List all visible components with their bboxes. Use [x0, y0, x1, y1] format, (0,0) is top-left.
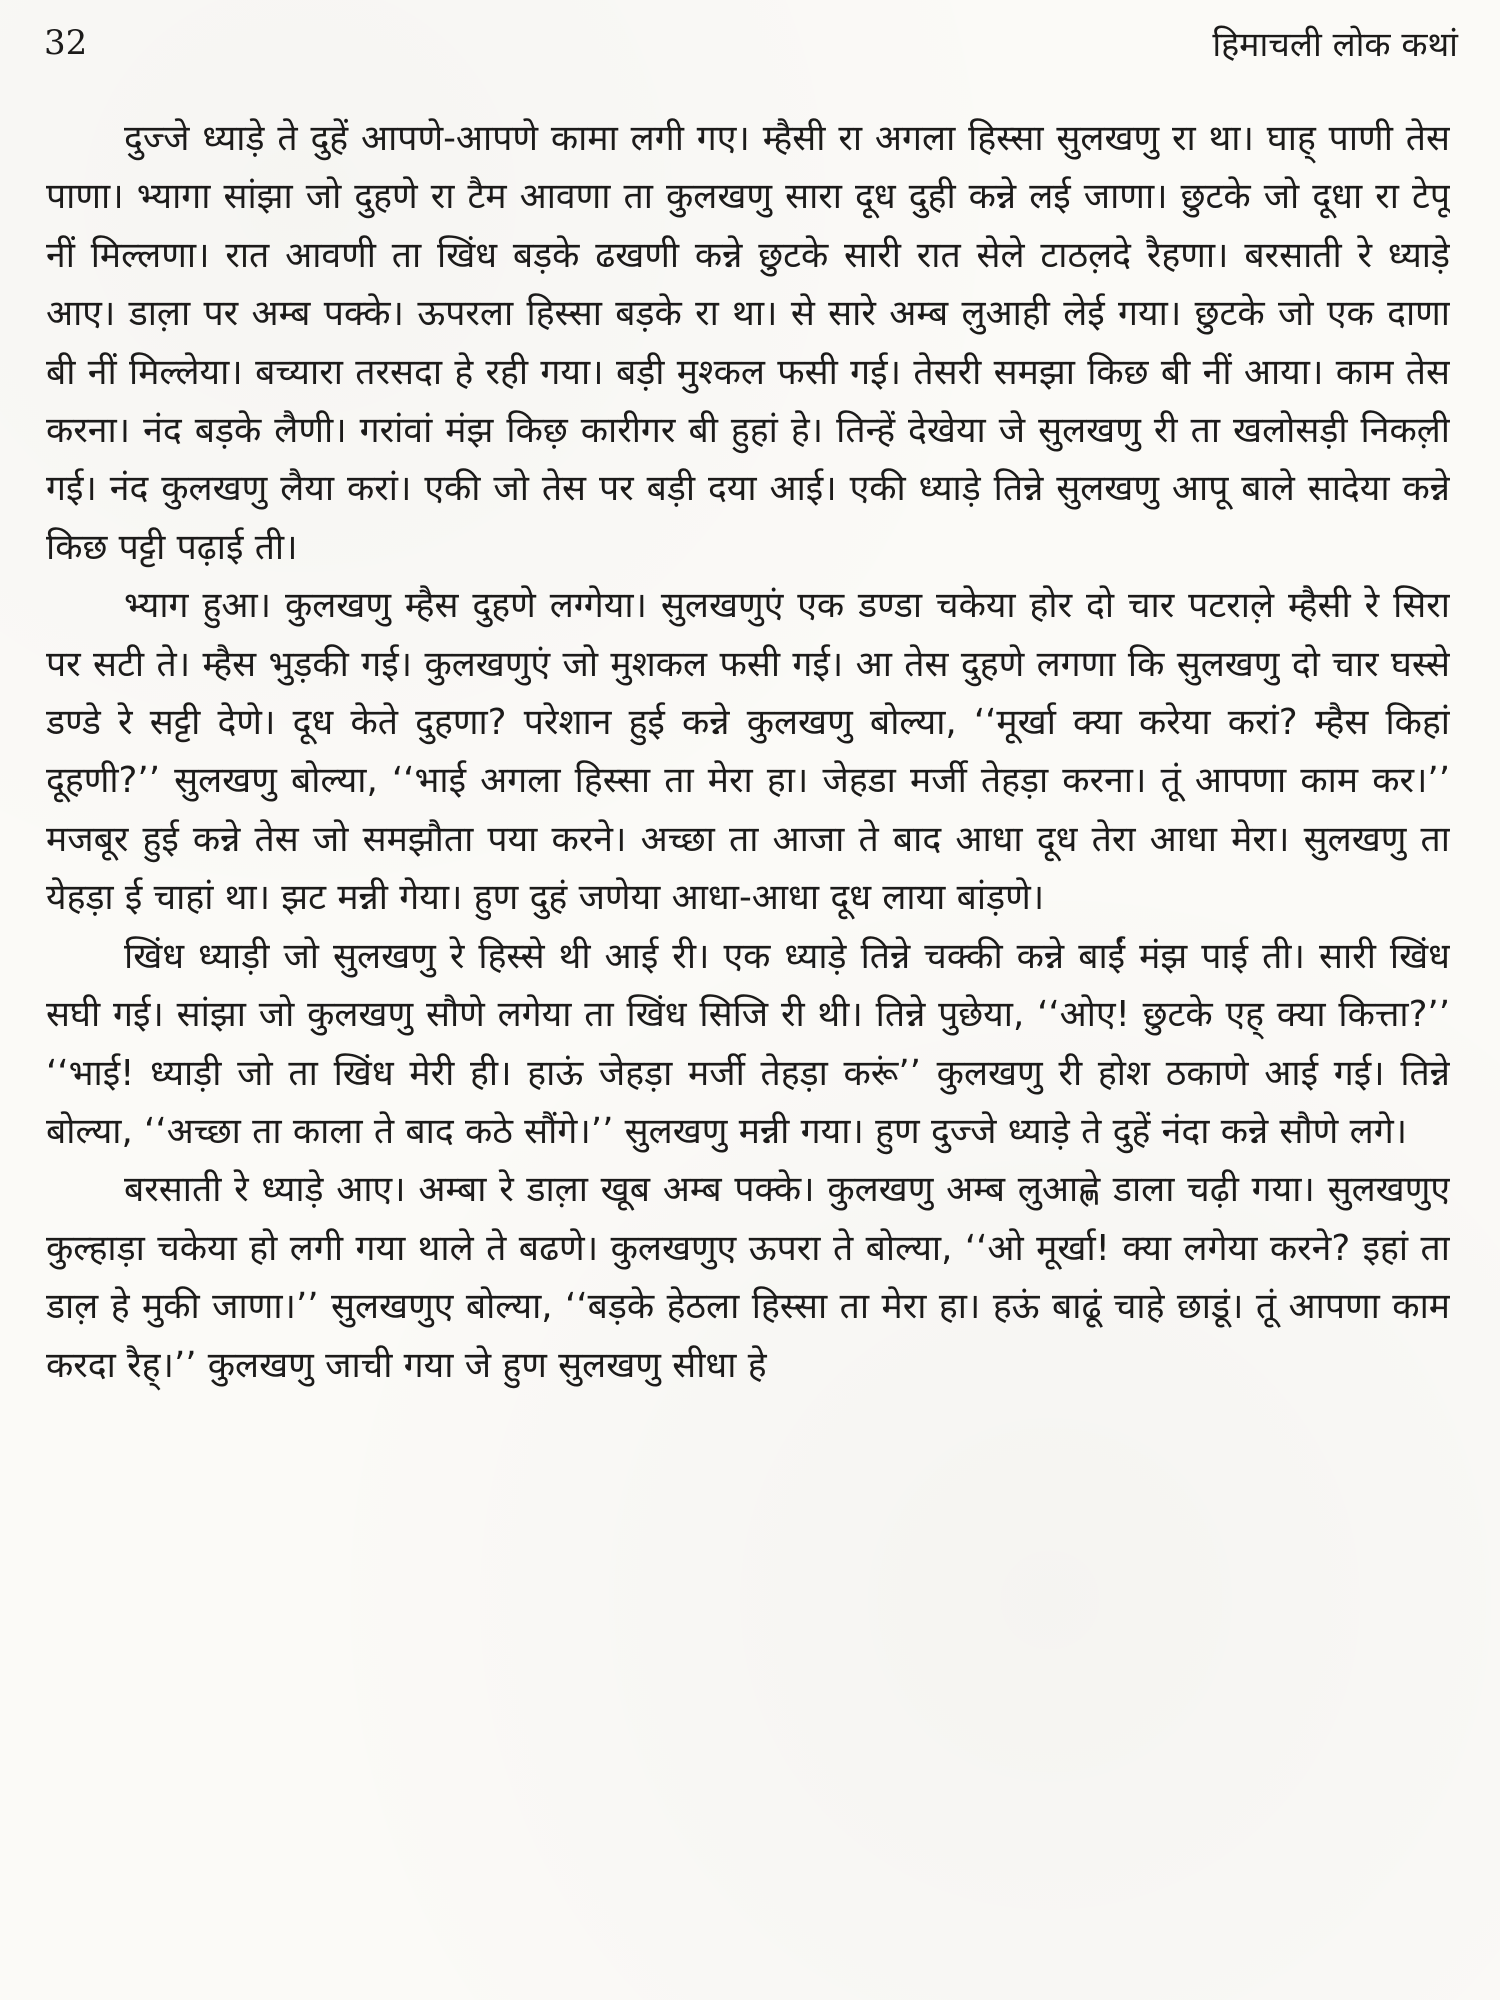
- page-header: [44, 22, 1458, 78]
- paragraph: बरसाती रे ध्याड़े आए। अम्बा रे डाल़ा खूब अम्ब पक्के। कुलखणु अम्ब लुआह्णे डाला चढ़ी गया। सुलखणुए कुल्हाड़ा चकेया हो लगी गया थाले ते बढणे। कुलखणुए ऊपरा ते बोल्या, ‘‘ओ मूर्खा! क्या लगेया करने? इहां ता डाल़ हे मुकी जाणा।’’ सुलखणुए बोल्या, ‘‘बड़के हेठला हिस्सा ता मेरा हा। हऊं बाढूं चाहे छाडूं। तूं आपणा काम करदा रैह्।’’ कुलखणु जाची गया जे हुण सुलखणु सीधा हे: [46, 1169, 1450, 1386]
- paragraph: भ्याग हुआ। कुलखणु म्हैस दुहणे लग्गेया। सुलखणुएं एक डण्डा चकेया होर दो चार पटराल़े म्हैसी रे सिरा पर सटी ते। म्हैस भुड़की गई। कुलखणुएं जो मुशकल फसी गई। आ तेस दुहणे लगणा कि सुलखणु दो चार घस्से डण्डे रे सट्टी देणे। दूध केते दुहणा? परेशान हुई कन्ने कुलखणु बोल्या, ‘‘मूर्खा क्या करेया करां? म्हैस किहां दूहणी?’’ सुलखणु बोल्या, ‘‘भाई अगला हिस्सा ता मेरा हा। जेहडा मर्जी तेहड़ा करना। तूं आपणा काम कर।’’ मजबूर हुई कन्ने तेस जो समझौता पया करने। अच्छा ता आजा ते बाद आधा दूध तेरा आधा मेरा। सुलखणु ता येहड़ा ई चाहां था। झट मन्नी गेया। हुण दुहं जणेया आधा-आधा दूध लाया बांड़णे।: [46, 585, 1450, 919]
- story-text: [46, 110, 1450, 1970]
- page-number: 32: [44, 23, 88, 63]
- paragraph: खिंध ध्याड़ी जो सुलखणु रे हिस्से थी आई री। एक ध्याड़े तिन्ने चक्की कन्ने बाईं मंझ पाई ती। सारी खिंध सघी गई। सांझा जो कुलखणु सौणे लगेया ता खिंध सिजि री थी। तिन्ने पुछेया, ‘‘ओए! छुटके एह् क्या कित्ता?’’ ‘‘भाई! ध्याड़ी जो ता खिंध मेरी ही। हाऊं जेहड़ा मर्जी तेहड़ा करूं’’ कुलखणु री होश ठकाणे आई गई। तिन्ने बोल्या, ‘‘अच्छा ता काला ते बाद कठे सौंगे।’’ सुलखणु मन्नी गया। हुण दुज्जे ध्याड़े ते दुहें नंदा कन्ने सौणे लगे।: [46, 935, 1450, 1152]
- paragraph: दुज्जे ध्याड़े ते दुहें आपणे-आपणे कामा लगी गए। म्हैसी रा अगला हिस्सा सुलखणु रा था। घाह् पाणी तेस पाणा। भ्यागा सांझा जो दुहणे रा टैम आवणा ता कुलखणु सारा दूध दुही कन्ने लई जाणा। छुटके जो दूधा रा टेपू नीं मिल्लणा। रात आवणी ता खिंध बड़के ढखणी कन्ने छुटके सारी रात सेले टाठल़दे रैहणा। बरसाती रे ध्याड़े आए। डाल़ा पर अम्ब पक्के। ऊपरला हिस्सा बड़के रा था। से सारे अम्ब लुआही लेई गया। छुटके जो एक दाणा बी नीं मिल्लेया। बच्यारा तरसदा हे रही गया। बड़ी मुश्कल फसी गई। तेसरी समझा किछ बी नीं आया। काम तेस करना। नंद बड़के लैणी। गरांवां मंझ किछ़ कारीगर बी हुहां हे। तिन्हें देखेया जे सुलखणु री ता खलोसड़ी निकल़ी गई। नंद कुलखणु लैया करां। एकी जो तेस पर बड़ी दया आई। एकी ध्याड़े तिन्ने सुलखणु आपू बाले सादेया कन्ने किछ पट्टी पढ़ाई ती।: [46, 118, 1450, 568]
- running-title: हिमाचली लोक कथां: [1212, 25, 1458, 65]
